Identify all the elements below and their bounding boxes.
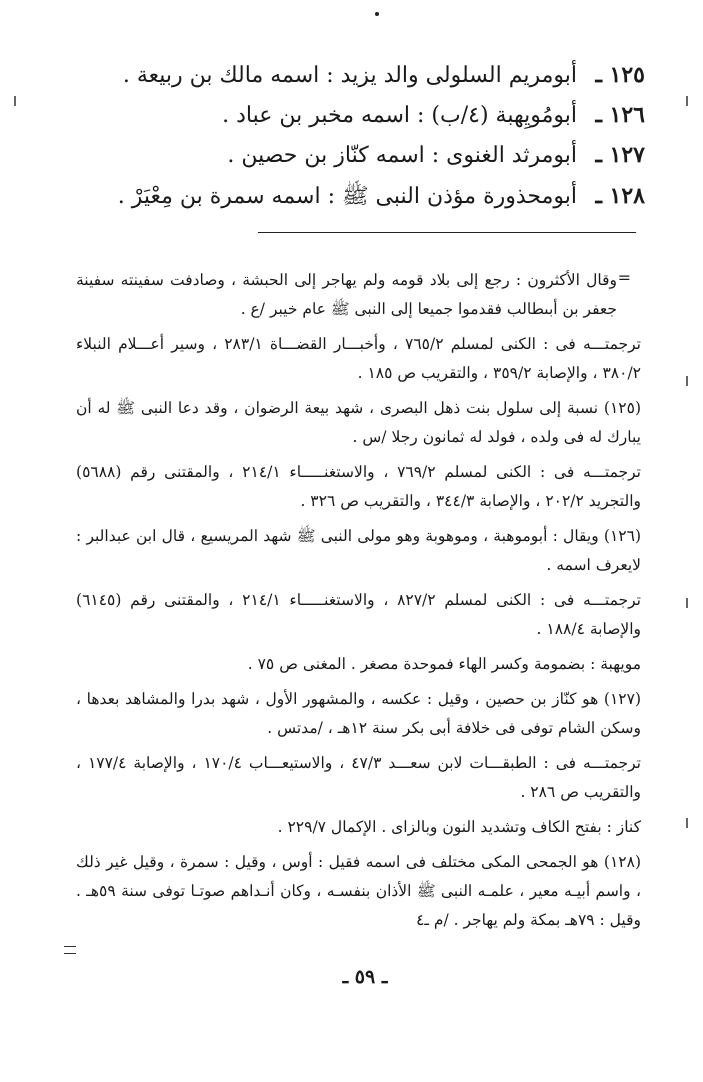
footnote-para: ترجمتـــه فى : الكنى لمسلم ٧٦٩/٢ ، والاستغنـــــاء ٢١٤/١ ، والمقتنى رقم (٥٦٨٨) والتجريد ٢٠٢/٢ ، والإصابة ٣٤٤/٣ ، والتقريب ص ٣٢٦ .: [76, 463, 641, 510]
entry-number: ١٢٧ ـ: [595, 142, 645, 168]
footnote-para: ترجمتـــه فى : الكنى لمسلم ٨٢٧/٢ ، والاستغنـــــاء ٢١٤/١ ، والمقتنى رقم (٦١٤٥) والإصابة ١٨٨/٤ .: [76, 591, 641, 638]
entry-number: ١٢٦ ـ: [595, 102, 645, 128]
footnote-para: (١٢٥) نسبة إلى سلول بنت ذهل البصرى ، شهد بيعة الرضوان ، وقد دعا النبى ﷺ له أن يبارك له فى ولده ، فولد له ثمانون رجلا /س .: [76, 399, 641, 446]
entry-126: [85, 102, 645, 142]
entry-number: ١٢٨ ـ: [595, 183, 645, 209]
top-dot: [375, 12, 379, 16]
margin-tick: [686, 96, 688, 106]
footnotes: [76, 266, 641, 935]
footnote-para: ترجمتـــه فى : الكنى لمسلم ٧٦٥/٢ ، وأخبـــار القضـــاة ٢٨٣/١ ، وسير أعـــلام النبلاء ٣٨٠/٢ ، والإصابة ٣٥٩/٢ ، والتقريب ص ١٨٥ .: [76, 335, 641, 382]
main-entries: [85, 62, 645, 222]
entry-text: أبومُويِهبة (٤/ب) : اسمه مخبر بن عباد .: [222, 103, 577, 128]
entry-text: أبومحذورة مؤذن النبى ﷺ : اسمه سمرة بن مِعْيَرْ .: [117, 184, 577, 209]
footnote-para: وقال الأكثرون : رجع إلى بلاد قومه ولم يهاجر إلى الحبشة ، وصادفت سفينته سفينة جعفر بن أبىطالب فقدموا جميعا إلى النبى ﷺ عام خيبر /ع .: [76, 271, 617, 318]
footnote-para: كناز : بفتح الكاف وتشديد النون وبالزاى . الإكمال ٢٢٩/٧ .: [277, 818, 641, 836]
page-number: ـ ٥٩ ـ: [342, 966, 388, 988]
entry-127: [85, 142, 645, 182]
footnote-para: (١٢٦) ويقال : أبوموهبة ، وموهوبة وهو مولى النبى ﷺ شهد المريسيع ، قال ابن عبدالبر : لايعرف اسمه .: [76, 527, 641, 574]
margin-tick: [14, 96, 16, 106]
footnote-para: ترجمتـــه فى : الطبقـــات لابن سعـــد ٤٧/٣ ، والاستيعـــاب ١٧٠/٤ ، والإصابة ١٧٧/٤ ، والتقريب ص ٢٨٦ .: [76, 754, 641, 801]
entry-125: [85, 62, 645, 102]
entry-128: [85, 182, 645, 222]
footnote-divider: [258, 232, 636, 233]
margin-mark: [64, 946, 76, 954]
entry-number: ١٢٥ ـ: [595, 62, 645, 88]
footnote-para: (١٢٨) هو الجمحى المكى مختلف فى اسمه فقيل : أوس ، وقيل : سمرة ، وقيل غير ذلك ، واسم أبيـه معير ، علمـه النبى ﷺ الأذان بنفسـه ، وكان أنـداهم صوتـا توفى سنة ٥٩هـ . وقيل : ٧٩هـ بمكة ولم يهاجر . /م ـ٤: [76, 853, 641, 929]
continuation-mark: =: [617, 268, 631, 287]
margin-tick: [686, 818, 688, 828]
entry-text: أبومريم السلولى والد يزيد : اسمه مالك بن ربيعة .: [122, 63, 577, 88]
footnote-para: مويهبة : بضمومة وكسر الهاء فموحدة مصغر . المغنى ص ٧٥ .: [247, 655, 641, 673]
margin-tick: [686, 376, 688, 386]
entry-text: أبومرثد الغنوى : اسمه كنّاز بن حصين .: [227, 143, 577, 168]
margin-tick: [686, 598, 688, 608]
footnote-para: (١٢٧) هو كنّاز بن حصين ، وقيل : عكسه ، والمشهور الأول ، شهد بدرا والمشاهد بعدها ، وسكن الشام توفى فى خلافة أبى بكر سنة ١٢هـ ، /مدتس .: [76, 690, 641, 737]
